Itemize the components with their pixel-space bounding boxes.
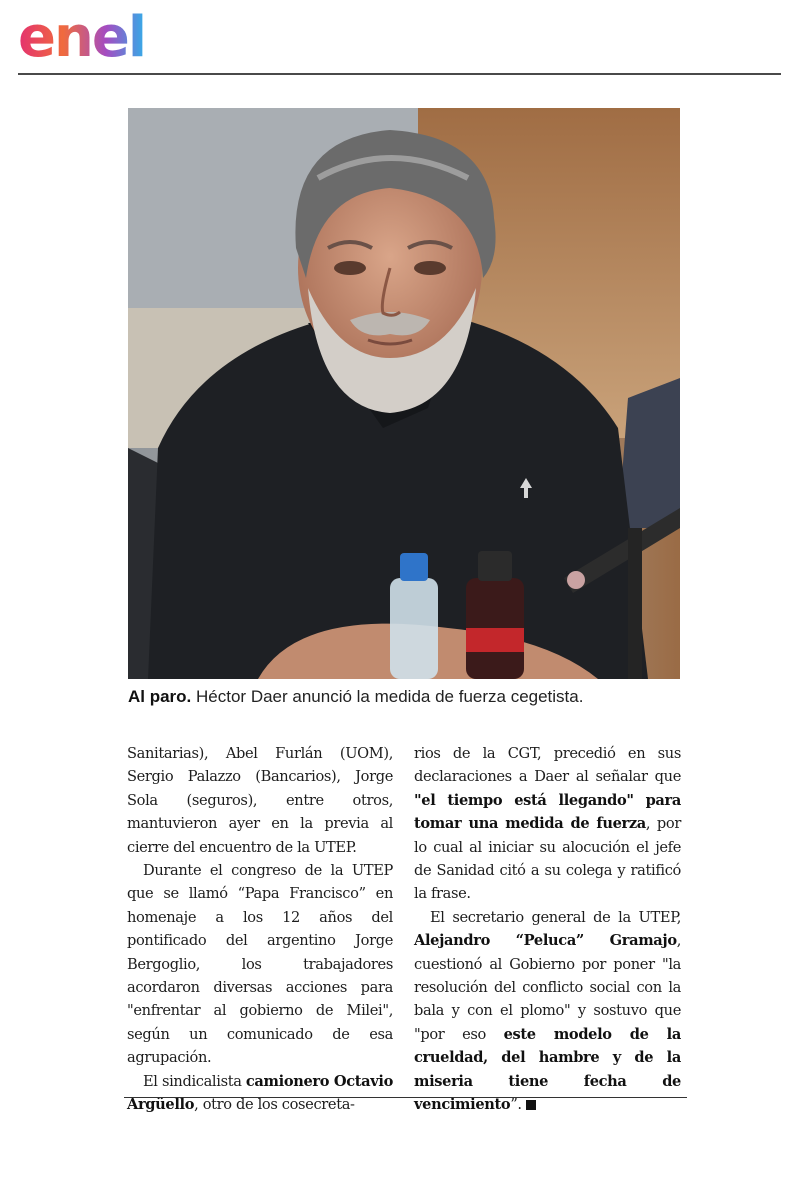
bold-phrase: Alejandro “Peluca” Gramajo <box>414 932 677 950</box>
bold-phrase: "el tiempo está llegando" para tomar una medida de fuerza <box>414 791 681 833</box>
article-photo <box>128 108 680 679</box>
logo-wordmark: enel <box>18 8 178 68</box>
paragraph: rios de la CGT, precedió en sus declaraciones a Daer al señalar que "el tiempo está llegando" para tomar una medida de fuerza, por lo cual al iniciar su alocución el jefe de Sanidad citó a su colega y ratificó la frase. <box>414 745 681 903</box>
paragraph: El sindicalista camionero Octavio Argüello, otro de los cosecreta- <box>127 1072 393 1114</box>
paragraph: Durante el congreso de la UTEP que se llamó “Papa Francisco” en homenaje a los 12 años del pontificado del argentino Jorge Bergoglio, los trabajadores acordaron diversas acciones para "enfrentar al gobierno de Milei", según un comunicado de esa agrupación. <box>127 862 393 1067</box>
caption-lead: Al paro. <box>128 687 192 706</box>
paragraph: El secretario general de la UTEP, Alejandro “Peluca” Gramajo, cuestionó al Gobierno por poner "la resolución del conflicto social con la bala y con el plomo" y sostuvo que "por eso este modelo de la crueldad, del hambre y de la miseria tiene fecha de vencimiento”. <box>414 908 681 1114</box>
caption-text: Héctor Daer anunció la medida de fuerza cegetista. <box>191 687 584 706</box>
paragraph: Sanitarias), Abel Furlán (UOM), Sergio Palazzo (Bancarios), Jorge Sola (seguros), entre otros, mantuvieron ayer en la previa al cierre del encuentro de la UTEP. <box>127 745 393 856</box>
header-divider <box>18 73 781 75</box>
enel-logo <box>18 5 178 70</box>
footer-divider <box>124 1097 687 1098</box>
article-column-left <box>127 742 393 1117</box>
photo-caption <box>128 686 688 708</box>
article-column-right <box>414 742 681 1117</box>
end-of-article-mark <box>526 1100 536 1110</box>
bold-phrase: camionero Octavio Argüello <box>127 1072 393 1114</box>
bold-phrase: este modelo de la crueldad, del hambre y de la miseria tiene fecha de vencimiento <box>414 1025 681 1114</box>
